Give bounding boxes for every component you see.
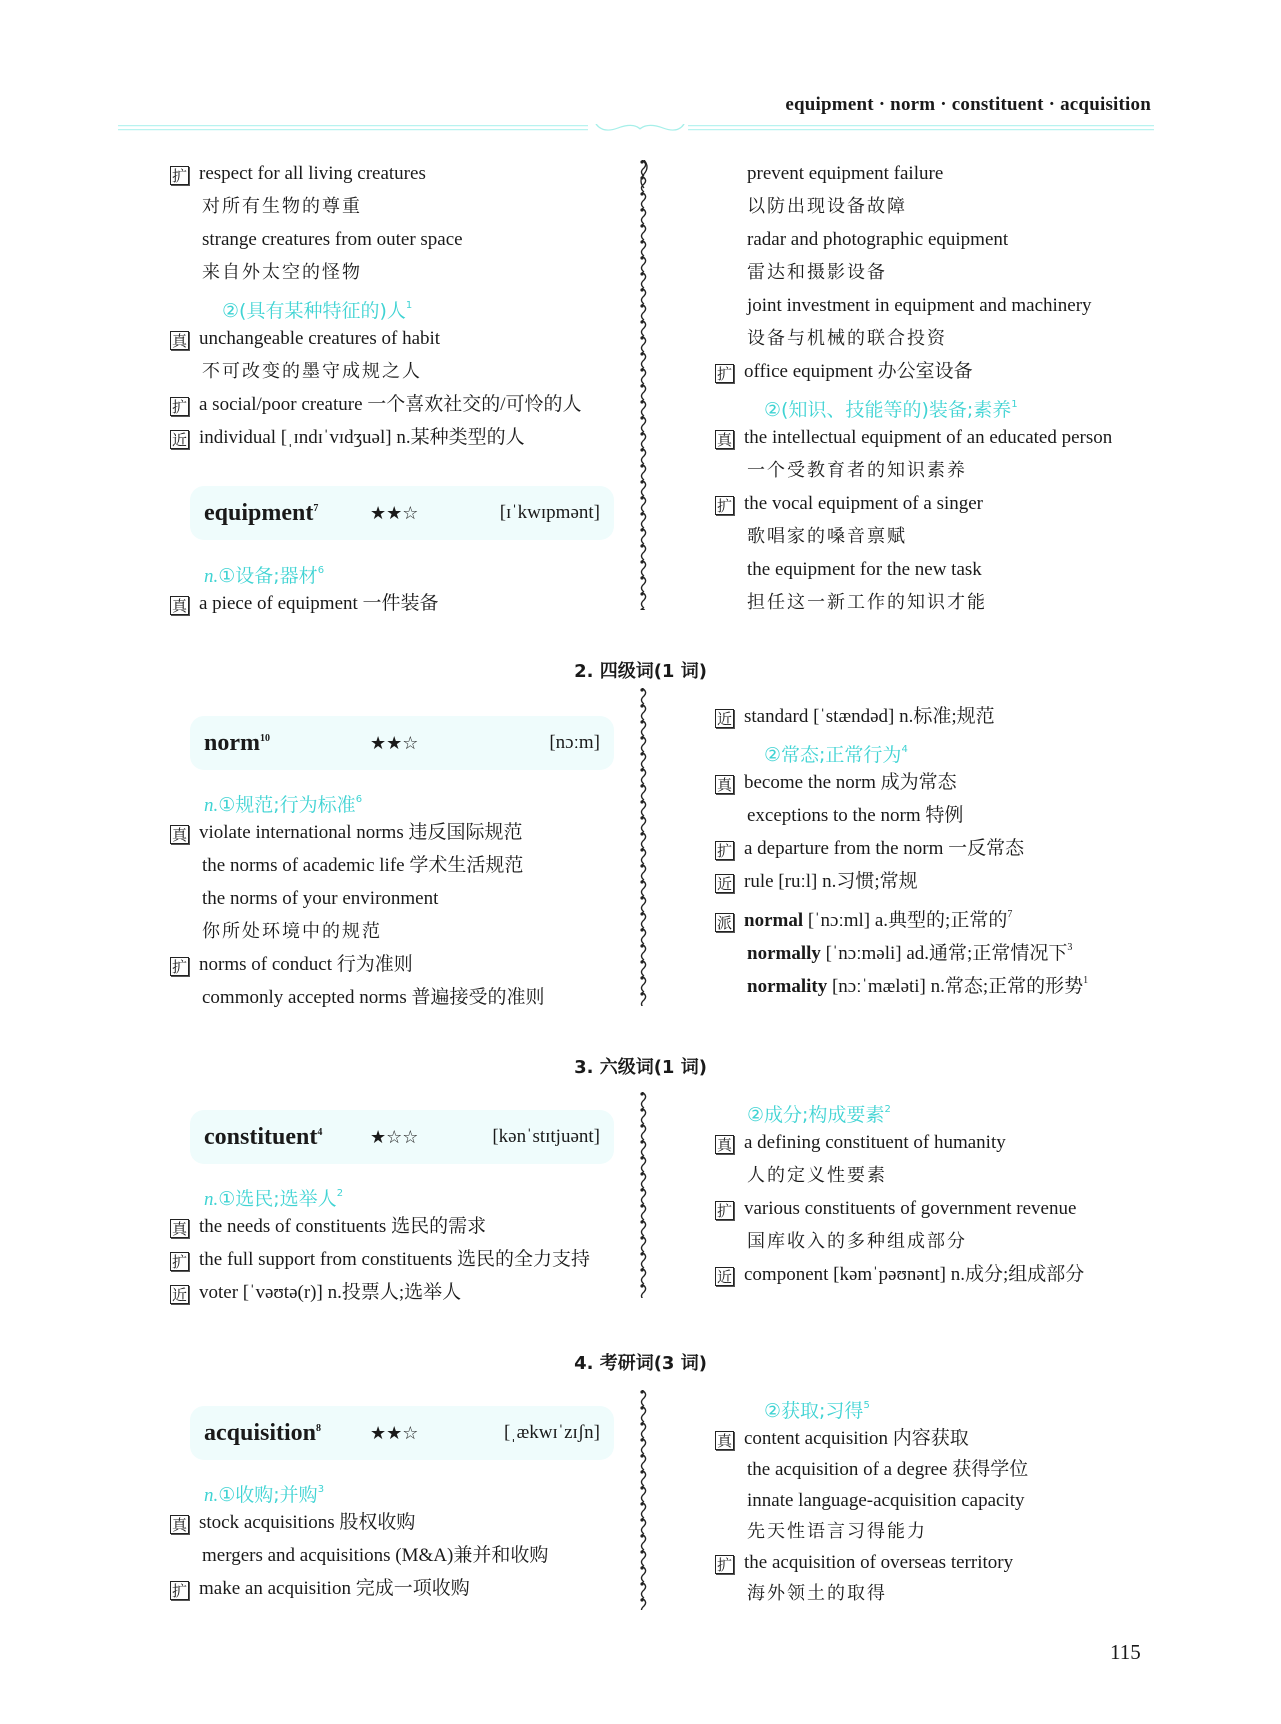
example-line: strange creatures from outer space bbox=[202, 229, 463, 250]
sense-definition: n.①规范;行为标准$^6$ bbox=[204, 794, 363, 816]
derivative-line: normality [nɔːˈmæləti] n.常态;正常的形势$^1$ bbox=[747, 975, 1089, 997]
example-line: 扩 respect for all living creatures bbox=[171, 163, 426, 185]
example-line: the norms of academic life 学术生活规范 bbox=[202, 855, 524, 876]
tag-kuo-icon: 扩 bbox=[171, 958, 187, 976]
star-rating: ★★☆ bbox=[370, 503, 419, 524]
column-divider bbox=[638, 688, 650, 1006]
phonetic: [ɪˈkwɪpmənt] bbox=[499, 502, 600, 523]
example-translation: 先天性语言习得能力 bbox=[747, 1521, 927, 1542]
example-line: 真 a piece of equipment 一件装备 bbox=[171, 593, 439, 615]
tag-kuo-icon: 扩 bbox=[716, 497, 732, 515]
derivative-line: 派 normal [ˈnɔːml] a.典型的;正常的$^7$ bbox=[716, 909, 1013, 932]
example-line: 扩 the acquisition of overseas territory bbox=[716, 1552, 1014, 1574]
tag-zhen-icon: 真 bbox=[171, 1220, 187, 1238]
headword-box-acquisition bbox=[190, 1406, 614, 1460]
example-translation: 国库收入的多种组成部分 bbox=[747, 1231, 967, 1252]
tag-jin-icon: 近 bbox=[716, 710, 732, 728]
headword-box-norm bbox=[190, 716, 614, 770]
example-translation: 歌唱家的嗓音禀赋 bbox=[747, 526, 907, 547]
header-ornament-line bbox=[118, 124, 1154, 132]
tag-jin-icon: 近 bbox=[171, 1286, 187, 1304]
tag-zhen-icon: 真 bbox=[171, 332, 187, 350]
tag-zhen-icon: 真 bbox=[716, 776, 732, 794]
example-line: prevent equipment failure bbox=[747, 163, 944, 184]
headword: acquisition$^8$ bbox=[204, 1420, 322, 1446]
derivative-line: normally [ˈnɔːməli] ad.通常;正常情况下$^3$ bbox=[747, 942, 1073, 964]
headword: norm$^{10}$ bbox=[204, 730, 270, 756]
sense-definition: n.①设备;器材$^6$ bbox=[204, 565, 325, 587]
star-rating: ★☆☆ bbox=[370, 1127, 419, 1148]
sense-definition: ②(知识、技能等的)装备;素养$^1$ bbox=[764, 399, 1018, 421]
example-line: 扩 the full support from constituents 选民的全力支持 bbox=[171, 1249, 591, 1271]
phonetic: [nɔːm] bbox=[549, 732, 600, 753]
example-line: joint investment in equipment and machinery bbox=[747, 295, 1092, 316]
example-translation: 人的定义性要素 bbox=[747, 1165, 887, 1186]
section-title: 3. 六级词(1 词) bbox=[574, 1057, 707, 1078]
example-translation: 来自外太空的怪物 bbox=[202, 262, 362, 283]
tag-zhen-icon: 真 bbox=[716, 1136, 732, 1154]
example-translation: 设备与机械的联合投资 bbox=[747, 328, 947, 349]
headword: constituent$^4$ bbox=[204, 1124, 323, 1150]
example-translation: 担任这一新工作的知识才能 bbox=[747, 592, 987, 613]
column-divider bbox=[638, 1092, 650, 1298]
sense-definition: ②(具有某种特征的)人$^1$ bbox=[222, 300, 413, 322]
example-line: 扩 office equipment 办公室设备 bbox=[716, 361, 973, 383]
tag-zhen-icon: 真 bbox=[171, 597, 187, 615]
sense-definition: n.①选民;选举人$^2$ bbox=[204, 1188, 344, 1210]
tag-jin-icon: 近 bbox=[171, 431, 187, 449]
tag-kuo-icon: 扩 bbox=[716, 1202, 732, 1220]
tag-kuo-icon: 扩 bbox=[171, 1253, 187, 1271]
headword-box-constituent bbox=[190, 1110, 614, 1164]
phonetic: [kənˈstɪtjuənt] bbox=[492, 1126, 600, 1147]
sense-definition: ②成分;构成要素$^2$ bbox=[747, 1104, 891, 1126]
column-divider bbox=[638, 1390, 650, 1610]
example-line: innate language-acquisition capacity bbox=[747, 1490, 1025, 1511]
tag-zhen-icon: 真 bbox=[171, 1516, 187, 1534]
example-line: 真 content acquisition 内容获取 bbox=[716, 1428, 969, 1450]
example-translation: 以防出现设备故障 bbox=[747, 196, 907, 217]
sense-definition: n.①收购;并购$^3$ bbox=[204, 1484, 325, 1506]
tag-zhen-icon: 真 bbox=[171, 826, 187, 844]
phonetic: [ˌækwɪˈzɪʃn] bbox=[503, 1422, 600, 1443]
tag-zhen-icon: 真 bbox=[716, 1432, 732, 1450]
tag-kuo-icon: 扩 bbox=[716, 365, 732, 383]
example-line: 扩 a social/poor creature 一个喜欢社交的/可怜的人 bbox=[171, 394, 582, 416]
headword: equipment$^7$ bbox=[204, 500, 319, 526]
tag-jin-icon: 近 bbox=[716, 1268, 732, 1286]
headword-box-equipment bbox=[190, 486, 614, 540]
example-line: 真 the needs of constituents 选民的需求 bbox=[171, 1216, 487, 1238]
running-head: equipment · norm · constituent · acquisition bbox=[785, 94, 1151, 115]
example-translation: 你所处环境中的规范 bbox=[202, 921, 382, 942]
example-translation: 不可改变的墨守成规之人 bbox=[202, 361, 422, 382]
tag-pai-icon: 派 bbox=[716, 914, 732, 932]
tag-jin-icon: 近 bbox=[716, 875, 732, 893]
example-line: commonly accepted norms 普遍接受的准则 bbox=[202, 987, 545, 1008]
example-translation: 一个受教育者的知识素养 bbox=[747, 460, 967, 481]
section-title: 4. 考研词(3 词) bbox=[574, 1353, 707, 1374]
example-line: 真 violate international norms 违反国际规范 bbox=[171, 822, 523, 844]
tag-kuo-icon: 扩 bbox=[171, 1582, 187, 1600]
example-line: 扩 the vocal equipment of a singer bbox=[716, 493, 984, 515]
tag-kuo-icon: 扩 bbox=[716, 1556, 732, 1574]
example-line: radar and photographic equipment bbox=[747, 229, 1009, 250]
example-translation: 海外领土的取得 bbox=[747, 1583, 887, 1604]
example-line: 扩 a departure from the norm 一反常态 bbox=[716, 838, 1025, 860]
column-divider bbox=[638, 160, 650, 610]
tag-kuo-icon: 扩 bbox=[171, 167, 187, 185]
synonym-line: 近 standard [ˈstændəd] n.标准;规范 bbox=[716, 706, 995, 728]
star-rating: ★★☆ bbox=[370, 1423, 419, 1444]
synonym-line: 近 rule [ruːl] n.习惯;常规 bbox=[716, 871, 918, 893]
example-translation: 雷达和摄影设备 bbox=[747, 262, 887, 283]
example-line: 真 the intellectual equipment of an educated person bbox=[716, 427, 1113, 449]
star-rating: ★★☆ bbox=[370, 733, 419, 754]
sense-definition: ②获取;习得$^5$ bbox=[764, 1400, 870, 1422]
example-line: 真 a defining constituent of humanity bbox=[716, 1132, 1006, 1154]
example-line: the norms of your environment bbox=[202, 888, 439, 909]
synonym-line: 近 component [kəmˈpəʊnənt] n.成分;组成部分 bbox=[716, 1264, 1085, 1286]
section-title: 2. 四级词(1 词) bbox=[574, 661, 707, 682]
example-line: mergers and acquisitions (M&A)兼并和收购 bbox=[202, 1545, 549, 1566]
example-line: exceptions to the norm 特例 bbox=[747, 805, 964, 826]
example-line: 真 become the norm 成为常态 bbox=[716, 772, 957, 794]
example-line: 扩 various constituents of government revenue bbox=[716, 1198, 1077, 1220]
example-line: the acquisition of a degree 获得学位 bbox=[747, 1459, 1029, 1480]
example-line: 扩 norms of conduct 行为准则 bbox=[171, 954, 413, 976]
synonym-line: 近 individual [ˌɪndɪˈvɪdʒuəl] n.某种类型的人 bbox=[171, 427, 525, 449]
tag-kuo-icon: 扩 bbox=[171, 398, 187, 416]
example-line: 真 stock acquisitions 股权收购 bbox=[171, 1512, 416, 1534]
page-number: 115 bbox=[1110, 1640, 1141, 1664]
tag-zhen-icon: 真 bbox=[716, 431, 732, 449]
sense-definition: ②常态;正常行为$^4$ bbox=[764, 744, 908, 766]
example-line: 扩 make an acquisition 完成一项收购 bbox=[171, 1578, 470, 1600]
tag-kuo-icon: 扩 bbox=[716, 842, 732, 860]
example-line: 真 unchangeable creatures of habit bbox=[171, 328, 441, 350]
example-line: the equipment for the new task bbox=[747, 559, 982, 580]
example-translation: 对所有生物的尊重 bbox=[202, 196, 362, 217]
synonym-line: 近 voter [ˈvəʊtə(r)] n.投票人;选举人 bbox=[171, 1282, 462, 1304]
